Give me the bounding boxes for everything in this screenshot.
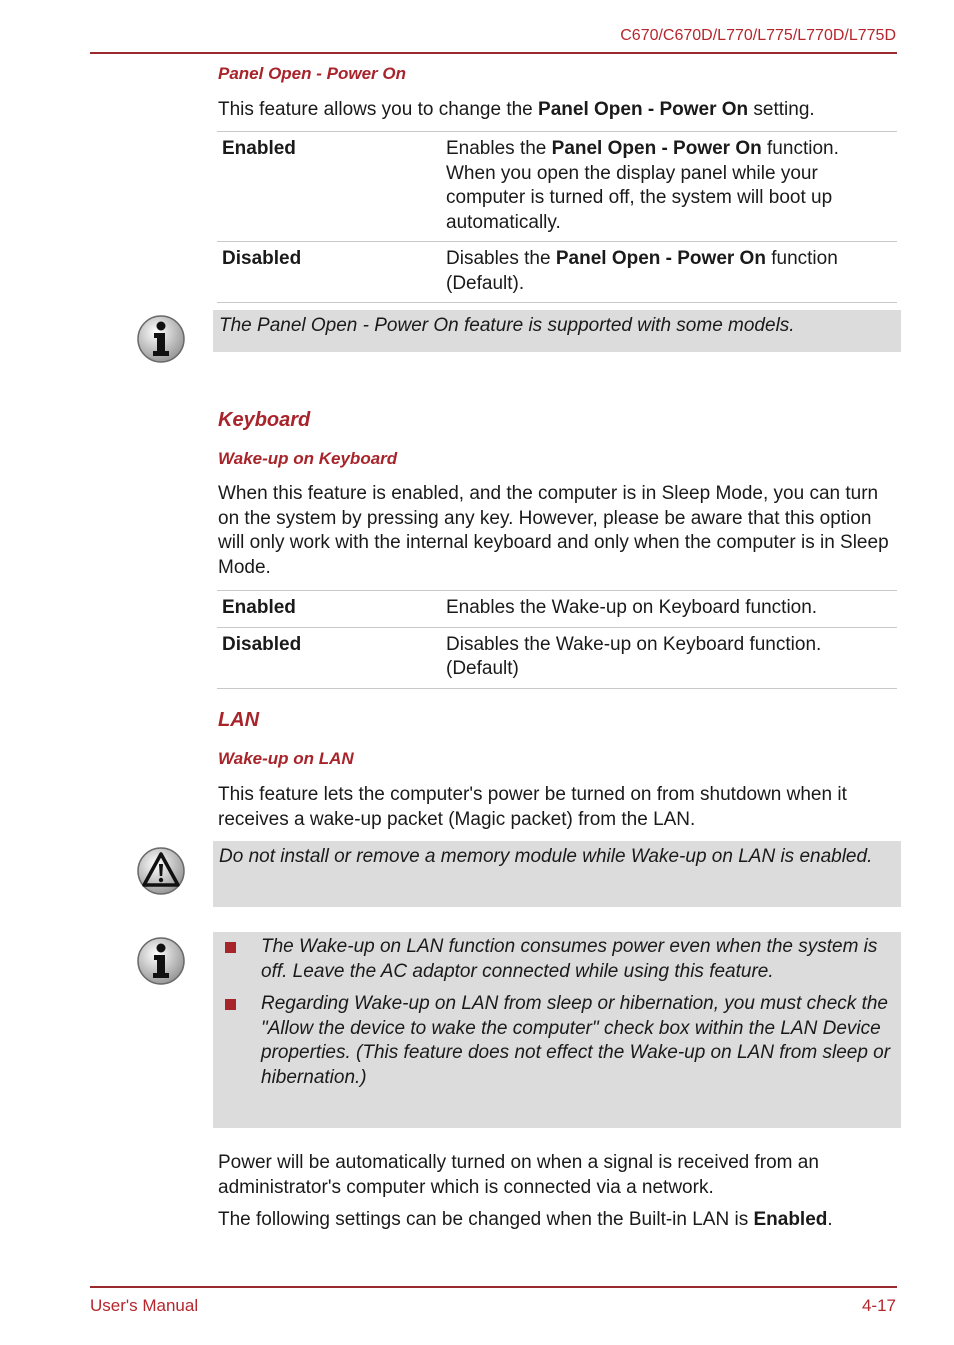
list-item: The Wake-up on LAN function consumes power even when the system is off. Leave the AC adaptor connected while using this feature. — [219, 935, 895, 984]
option-description: Enables the Wake-up on Keyboard function. — [441, 591, 897, 628]
header-rule — [90, 52, 897, 54]
warning-note: Do not install or remove a memory module while Wake-up on LAN is enabled. — [213, 841, 901, 907]
list-item: Regarding Wake-up on LAN from sleep or hibernation, you must check the "Allow the device to wake the computer" check box within the LAN Device properties. (This feature does not effect the Wake-up on LAN from sleep or hibernation.) — [219, 992, 895, 1090]
panel-open-options-table — [217, 131, 897, 303]
table-row — [217, 627, 897, 688]
lan-paragraph: This feature lets the computer's power be turned on from shutdown when it receives a wake-up packet (Magic packet) from the LAN. — [218, 784, 847, 830]
bullet-square-icon — [225, 999, 236, 1010]
keyboard-paragraph: When this feature is enabled, and the computer is in Sleep Mode, you can turn on the system by pressing any key. However, please be aware that this option will only work with the internal keyboard and only when the computer is in Sleep Mode. — [218, 483, 889, 578]
option-key: Enabled — [217, 132, 441, 242]
warning-icon — [136, 846, 186, 896]
info-note: The Panel Open - Power On feature is supported with some models. — [213, 310, 901, 352]
document-model-header: C670/C670D/L770/L775/L770D/L775D — [620, 27, 896, 44]
section-heading-keyboard: Keyboard — [218, 409, 311, 431]
section-heading-panel-open: Panel Open - Power On — [218, 64, 406, 83]
table-row — [217, 242, 897, 303]
info-icon — [136, 314, 186, 364]
subheading-wake-up-on-keyboard: Wake-up on Keyboard — [218, 449, 398, 468]
option-key: Disabled — [217, 242, 441, 303]
subheading-wake-up-on-lan: Wake-up on LAN — [218, 749, 354, 768]
lan-paragraph-2: Power will be automatically turned on when a signal is received from an administrator's computer which is connected via a network. — [218, 1152, 819, 1198]
option-description: Disables the Panel Open - Power On function (Default). — [441, 242, 897, 303]
option-description: Enables the Panel Open - Power On function. When you open the display panel while your computer is turned off, the system will boot up automatically. — [441, 132, 897, 242]
option-key: Enabled — [217, 591, 441, 628]
bullet-square-icon — [225, 942, 236, 953]
option-key: Disabled — [217, 627, 441, 688]
footer-rule — [90, 1286, 897, 1288]
lan-paragraph-3: The following settings can be changed when the Built-in LAN is Enabled. — [218, 1209, 833, 1230]
note-bullet-list — [219, 935, 895, 1090]
info-icon — [136, 936, 186, 986]
footer-manual-title: User's Manual — [90, 1296, 199, 1315]
section-heading-lan: LAN — [218, 709, 260, 731]
panel-open-intro: This feature allows you to change the Panel Open - Power On setting. — [218, 99, 815, 120]
page-number: 4-17 — [861, 1296, 896, 1315]
info-note-list — [213, 932, 901, 1128]
table-row — [217, 132, 897, 242]
option-description: Disables the Wake-up on Keyboard function. (Default) — [441, 627, 897, 688]
keyboard-options-table — [217, 590, 897, 689]
table-row — [217, 591, 897, 628]
